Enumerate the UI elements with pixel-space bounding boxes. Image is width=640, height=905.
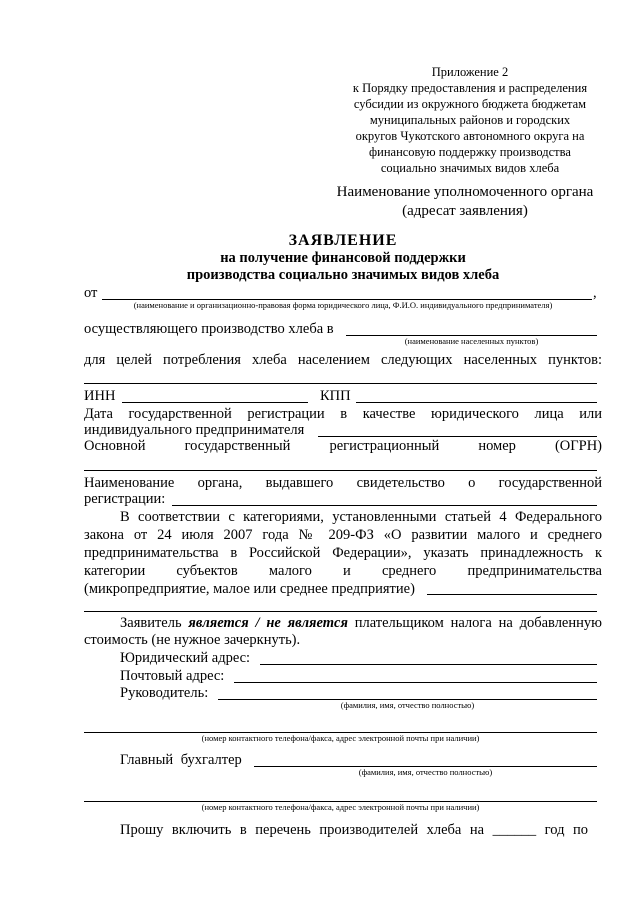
postal-address-label: Почтовый адрес: <box>120 668 225 684</box>
head-name-hint: (фамилия, имя, отчество полностью) <box>340 700 475 710</box>
accountant-name-hint: (фамилия, имя, отчество полностью) <box>358 767 493 777</box>
vat-statement-cont: стоимость (не нужное зачеркнуть). <box>84 632 301 648</box>
inn-label: ИНН <box>84 388 116 404</box>
from-label: от <box>84 285 98 301</box>
vat-suffix: плательщиком налога на добавленную <box>347 615 602 631</box>
postal-address-field[interactable] <box>234 682 597 683</box>
appendix-line: субсидии из окружного бюджета бюджетам <box>353 97 587 111</box>
inn-field[interactable] <box>122 402 308 403</box>
appendix-line: Приложение 2 <box>431 65 509 79</box>
document-title: ЗАЯВЛЕНИЕ <box>288 232 398 249</box>
appendix-line: муниципальных районов и городских <box>369 113 571 127</box>
legal-address-label: Юридический адрес: <box>120 650 251 666</box>
category-field[interactable] <box>427 594 597 595</box>
ogrn-label: Основной государственный регистрационный номер (ОГРН) <box>84 438 602 454</box>
category-text: предпринимательства в Российской Федерации», указать принадлежность к <box>84 545 602 561</box>
purpose-text: для целей потребления хлеба населением следующих населенных пунктов: <box>84 352 602 368</box>
appendix-line: социально значимых видов хлеба <box>380 161 560 175</box>
production-label: осуществляющего производство хлеба в <box>84 321 334 337</box>
head-contact-hint: (номер контактного телефона/факса, адрес электронной почты при наличии) <box>201 733 480 743</box>
document-subtitle: производства социально значимых видов хлеба <box>186 267 500 283</box>
appendix-line: округов Чукотского автономного округа на <box>355 129 585 143</box>
category-text: (микропредприятие, малое или среднее предприятие) <box>84 581 415 597</box>
addressee-name: Наименование уполномоченного органа <box>336 184 594 200</box>
ogrn-field[interactable] <box>84 470 597 471</box>
accountant-label: Главный бухгалтер <box>120 752 242 768</box>
authority-label: Наименование органа, выдавшего свидетельство о государственной <box>84 475 602 491</box>
settlements-hint: (наименование населенных пунктов) <box>404 336 539 346</box>
vat-option[interactable]: является / не является <box>188 615 348 631</box>
appendix-line: к Порядку предоставления и распределения <box>352 81 588 95</box>
registration-date-label: Дата государственной регистрации в качестве юридического лица или <box>84 406 602 422</box>
registration-date-label-cont: индивидуального предпринимателя <box>84 422 305 438</box>
appendix-block <box>330 64 610 176</box>
request-text: Прошу включить в перечень производителей хлеба на ______ год по <box>120 822 588 838</box>
addressee-block <box>330 183 600 221</box>
accountant-contact-hint: (номер контактного телефона/факса, адрес электронной почты при наличии) <box>201 802 480 812</box>
kpp-label: КПП <box>320 388 351 404</box>
from-comma: , <box>593 285 597 301</box>
authority-label-cont: регистрации: <box>84 491 166 507</box>
vat-prefix: Заявитель <box>120 615 189 631</box>
addressee-note: (адресат заявления) <box>402 203 528 219</box>
vat-statement <box>120 615 602 631</box>
purpose-settlements-field[interactable] <box>84 383 597 384</box>
legal-address-field[interactable] <box>260 664 597 665</box>
category-text: категории субъектов малого и среднего предпринимательства <box>84 563 602 579</box>
registration-date-field[interactable] <box>318 436 597 437</box>
authority-field[interactable] <box>172 505 597 506</box>
applicant-name-hint: (наименование и организационно-правовая форма юридического лица, Ф.И.О. индивидуального предпринимателя) <box>133 300 553 310</box>
category-field-cont[interactable] <box>84 611 597 612</box>
appendix-line: финансовую поддержку производства <box>369 145 571 159</box>
document-subtitle: на получение финансовой поддержки <box>220 250 466 266</box>
kpp-field[interactable] <box>356 402 597 403</box>
category-text: закона от 24 июля 2007 года № 209-ФЗ «О развитии малого и среднего <box>84 527 602 543</box>
head-label: Руководитель: <box>120 685 209 701</box>
category-text: В соответствии с категориями, установленными статьей 4 Федерального <box>120 509 602 525</box>
